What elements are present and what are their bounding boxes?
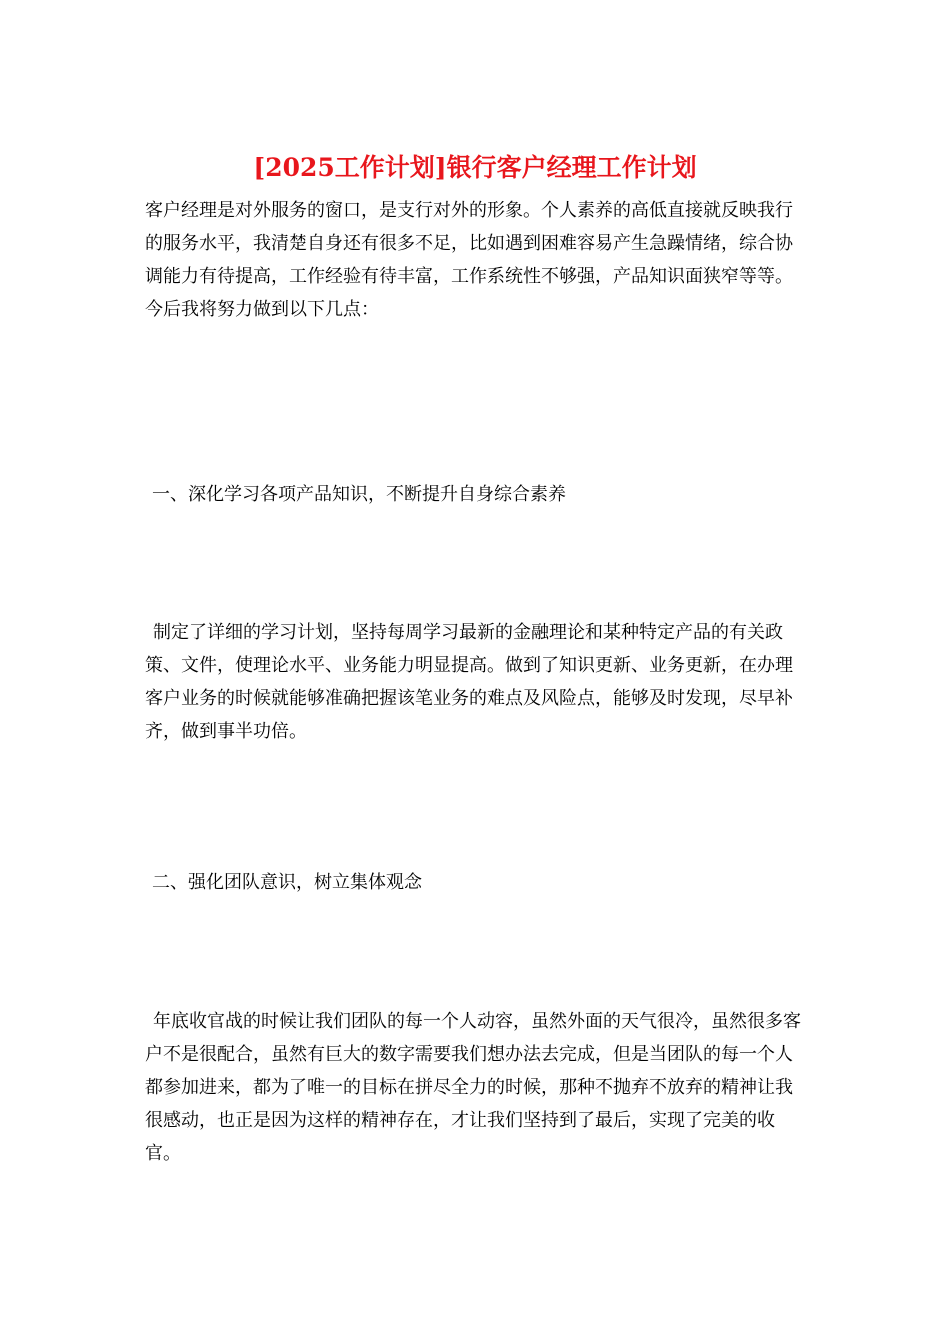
intro-paragraph: 客户经理是对外服务的窗口，是支行对外的形象。个人素养的高低直接就反映我行的服务水平，我清楚自身还有很多不足，比如遇到困难容易产生急躁情绪，综合协调能力有待提高，工作经验有待丰富，工作系统性不够强，产品知识面狭窄等等。今后我将努力做到以下几点： [145,200,793,320]
section-heading-2: 二、强化团队意识，树立集体观念 [152,872,422,893]
section-body-1 [145,616,810,748]
document-title: [2025工作计划]银行客户经理工作计划 [253,153,697,182]
section-body-2 [145,1005,810,1170]
section-heading-1: 一、深化学习各项产品知识，不断提升自身综合素养 [152,484,566,505]
section-body-2-text: 年底收官战的时候让我们团队的每一个人动容，虽然外面的天气很冷，虽然很多客户不是很配合，虽然有巨大的数字需要我们想办法去完成，但是当团队的每一个人都参加进来，都为了唯一的目标在拼尽全力的时候，那种不抛弃不放弃的精神让我很感动，也正是因为这样的精神存在，才让我们坚持到了最后，实现了完美的收官。 [145,1011,801,1164]
section-body-1-text: 制定了详细的学习计划，坚持每周学习最新的金融理论和某种特定产品的有关政策、文件，使理论水平、业务能力明显提高。做到了知识更新、业务更新，在办理客户业务的时候就能够准确把握该笔业务的难点及风险点，能够及时发现，尽早补齐，做到事半功倍。 [145,622,793,742]
